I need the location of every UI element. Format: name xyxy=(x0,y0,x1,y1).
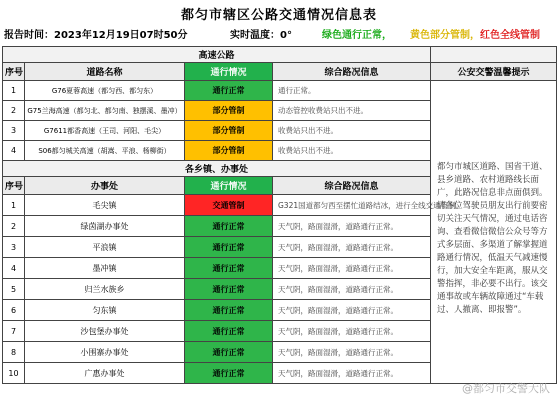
status-badge: 通行正常 xyxy=(185,237,273,258)
header-no: 序号 xyxy=(3,177,25,195)
header-office: 办事处 xyxy=(25,177,185,195)
row-no: 5 xyxy=(3,279,25,300)
temperature: 实时温度：0° xyxy=(230,30,292,41)
road-info: 天气阴，路面湿滑，道路通行正常。 xyxy=(273,300,431,321)
office-name: 广惠办事处 xyxy=(25,363,185,384)
status-badge: 通行正常 xyxy=(185,300,273,321)
page-title: 都匀市辖区公路交通情况信息表 xyxy=(180,8,377,23)
office-name: 毛尖镇 xyxy=(25,195,185,216)
highway-section-title: 高速公路 xyxy=(3,47,431,63)
status-badge: 通行正常 xyxy=(185,363,273,384)
status-badge: 通行正常 xyxy=(185,279,273,300)
row-no: 4 xyxy=(3,258,25,279)
road-info: 天气阴，路面湿滑，道路通行正常。 xyxy=(273,321,431,342)
road-info: 天气阴，路面湿滑，道路通行正常。 xyxy=(273,279,431,300)
road-info: 收费站只出不进。 xyxy=(273,141,431,161)
header-info: 综合路况信息 xyxy=(273,63,431,81)
watermark: @都匀市交警大队 xyxy=(462,382,550,395)
tips-spacer xyxy=(431,47,557,63)
office-name: 归兰水族乡 xyxy=(25,279,185,300)
traffic-table xyxy=(2,46,557,384)
highway-row xyxy=(3,81,557,101)
towns-section-title: 各乡镇、办事处 xyxy=(3,161,431,177)
road-info: 天气阴，路面湿滑，道路通行正常。 xyxy=(273,363,431,384)
office-name: 沙包堡办事处 xyxy=(25,321,185,342)
road-name: G7611都香高速（王司、河阳、毛尖） xyxy=(25,121,185,141)
tips-text: 都匀市城区道路、国省干道、县乡道路、农村道路线长面广，此路况信息非点面俱到。请各位驾驶员朋友出行前要密切关注天气情况，通过电话咨询、查看微信微信公众号等方式多层面、多渠道了解掌握道路通行情况，低温天气减速慢行，加大安全车距离，服从交警指挥，非必要不出行。该交通事故或车辆故障通过“车载过、人撤离、即报警”。 xyxy=(431,81,557,384)
status-badge: 部分管制 xyxy=(185,101,273,121)
row-no: 2 xyxy=(3,101,25,121)
row-no: 4 xyxy=(3,141,25,161)
status-badge: 通行正常 xyxy=(185,216,273,237)
legend-red: 红色全线管制 xyxy=(480,30,540,41)
road-info: 天气阴，路面湿滑，道路通行正常。 xyxy=(273,258,431,279)
row-no: 8 xyxy=(3,342,25,363)
header-status: 通行情况 xyxy=(185,63,273,81)
row-no: 3 xyxy=(3,121,25,141)
row-no: 6 xyxy=(3,300,25,321)
road-info: 天气阴，路面湿滑，道路通行正常。 xyxy=(273,342,431,363)
road-info: 收费站只出不进。 xyxy=(273,121,431,141)
row-no: 7 xyxy=(3,321,25,342)
row-no: 10 xyxy=(3,363,25,384)
office-name: 匀东镇 xyxy=(25,300,185,321)
header-tips: 公安交警温馨提示 xyxy=(431,63,557,81)
road-info: 天气阴，路面湿滑，道路通行正常。 xyxy=(273,216,431,237)
report-time: 报告时间：2023年12月19日07时50分 xyxy=(4,30,188,41)
road-info: 天气阴，路面湿滑，道路通行正常。 xyxy=(273,237,431,258)
legend-yellow: 黄色部分管制， xyxy=(410,30,480,41)
road-info: 动态管控收费站只出不进。 xyxy=(273,101,431,121)
road-name: G76夏蓉高速（都匀西、都匀东） xyxy=(25,81,185,101)
highway-header-row xyxy=(3,63,557,81)
road-name: S06都匀城关高速（胡嵩、平浪、杨柳街） xyxy=(25,141,185,161)
header-info: 综合路况信息 xyxy=(273,177,431,195)
row-no: 1 xyxy=(3,195,25,216)
status-badge: 部分管制 xyxy=(185,141,273,161)
office-name: 小围寨办事处 xyxy=(25,342,185,363)
status-badge: 通行正常 xyxy=(185,321,273,342)
road-name: G75兰海高速（都匀北、都匀南、独摆溪、墨冲） xyxy=(25,101,185,121)
road-info: G321国道都匀西至摆忙道路结冰，进行全线交通管制。 xyxy=(273,195,431,216)
legend-green: 绿色通行正常， xyxy=(322,30,392,41)
office-name: 绿茵湖办事处 xyxy=(25,216,185,237)
status-badge: 通行正常 xyxy=(185,258,273,279)
header-road: 道路名称 xyxy=(25,63,185,81)
highway-section-row xyxy=(3,47,557,63)
info-bar xyxy=(2,27,556,45)
office-name: 墨冲镇 xyxy=(25,258,185,279)
status-badge: 部分管制 xyxy=(185,121,273,141)
status-badge: 通行正常 xyxy=(185,81,273,101)
status-badge: 通行正常 xyxy=(185,342,273,363)
status-badge: 交通管制 xyxy=(185,195,273,216)
road-info: 通行正常。 xyxy=(273,81,431,101)
row-no: 3 xyxy=(3,237,25,258)
row-no: 1 xyxy=(3,81,25,101)
header-status: 通行情况 xyxy=(185,177,273,195)
office-name: 平浪镇 xyxy=(25,237,185,258)
row-no: 2 xyxy=(3,216,25,237)
header-no: 序号 xyxy=(3,63,25,81)
